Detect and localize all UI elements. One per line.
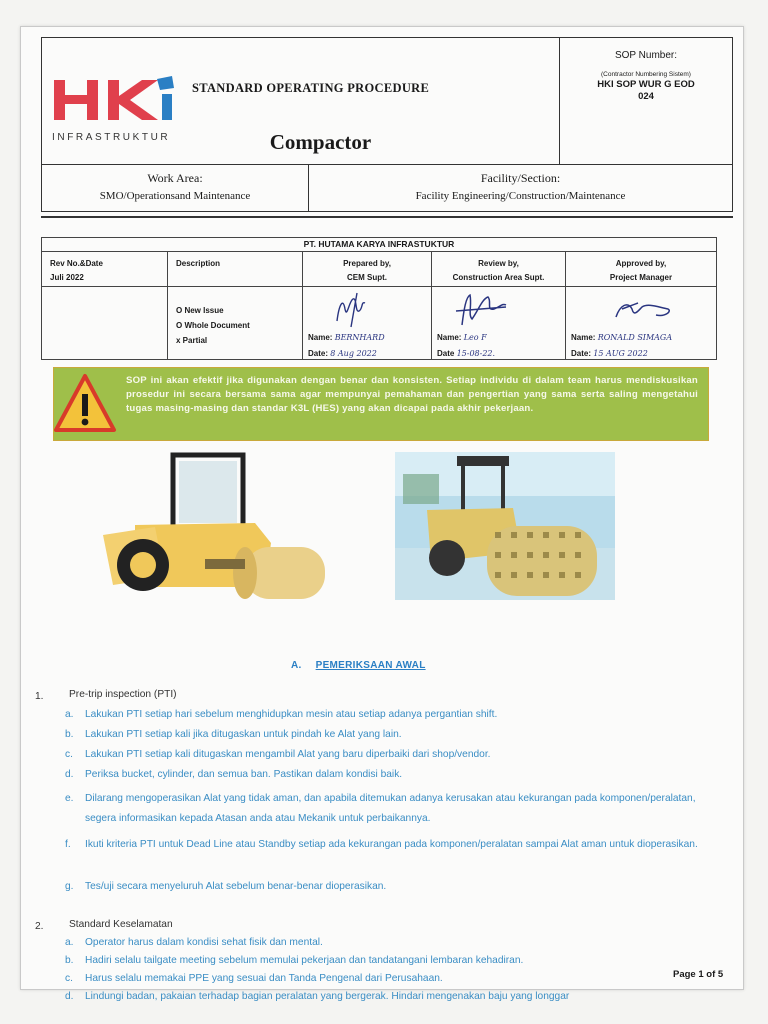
review-name-line bbox=[437, 333, 487, 342]
work-area-value: SMO/Operationsand Maintenance bbox=[99, 190, 251, 202]
list-item bbox=[65, 973, 725, 985]
sop-numbering-note: (Contractor Numbering Sistem) bbox=[601, 71, 691, 78]
approval-table bbox=[41, 237, 717, 360]
date-label: Date bbox=[437, 349, 455, 358]
item-letter: c. bbox=[65, 749, 73, 760]
item-letter: e. bbox=[65, 793, 74, 804]
item-letter: a. bbox=[65, 709, 74, 720]
approval-header-row bbox=[42, 252, 716, 287]
sop-code-line1: HKI SOP WUR G EOD bbox=[597, 79, 695, 90]
padfoot-roller-image bbox=[395, 452, 615, 600]
item-letter: b. bbox=[65, 729, 74, 740]
item-text: Periksa bucket, cylinder, dan semua ban. Pastikan dalam kondisi baik. bbox=[85, 769, 403, 780]
approved-name-line bbox=[571, 333, 672, 342]
name-label: Name: bbox=[571, 333, 596, 342]
item-letter: d. bbox=[65, 769, 74, 780]
review-date: 15-08-22. bbox=[456, 349, 496, 358]
approval-caption: PT. HUTAMA KARYA INFRASTUKTUR bbox=[42, 238, 716, 252]
item-text: Operator harus dalam kondisi sehat fisik dan mental. bbox=[85, 937, 323, 948]
prepared-header bbox=[303, 252, 432, 286]
logo-subtitle: INFRASTRUKTUR bbox=[52, 132, 171, 143]
item-letter: f. bbox=[65, 839, 71, 850]
item-title: Standard Keselamatan bbox=[69, 919, 173, 930]
warning-text: SOP ini akan efektif jika digunakan dengan benar dan konsisten. Setiap individu di dalam team harus mendiskusikan prosedur ini secara bersama sama agar mempunyai pemahaman dan pengertian yang sama serta saling mengetahui tugas masing-masing dan standar K3L (HES) yang akan dicapai pada akhir pekerjaan. bbox=[126, 375, 698, 414]
warning-banner bbox=[53, 367, 709, 441]
approved-cell bbox=[566, 287, 716, 359]
prepared-signature bbox=[313, 291, 383, 331]
item-letter: b. bbox=[65, 955, 74, 966]
document-title: Compactor bbox=[269, 130, 372, 154]
list-item bbox=[65, 835, 725, 855]
warning-triangle-icon bbox=[54, 372, 116, 434]
item-text: Lakukan PTI setiap kali jika ditugaskan untuk pindah ke Alat yang lain. bbox=[85, 729, 402, 740]
item-text: Hadiri selalu tailgate meeting sebelum memulai pekerjaan dan tandatangani lembaran kehadiran. bbox=[85, 955, 524, 966]
approved-label: Approved by, bbox=[615, 259, 667, 268]
rev-label: Rev No.&Date bbox=[50, 259, 103, 268]
description-header bbox=[168, 252, 303, 286]
approved-date-line bbox=[571, 349, 648, 358]
review-label: Review by, bbox=[478, 259, 519, 268]
item-text: Lakukan PTI setiap kali ditugaskan mengambil Alat yang baru diperbaiki dari shop/vendor. bbox=[85, 749, 491, 760]
sop-page bbox=[20, 26, 744, 1002]
option-whole-document: O Whole Document bbox=[176, 321, 250, 330]
list-item bbox=[65, 789, 725, 829]
item-letter: a. bbox=[65, 937, 74, 948]
item-letter: d. bbox=[65, 991, 74, 1002]
review-name: Leo F bbox=[463, 333, 487, 342]
title-block bbox=[42, 38, 560, 164]
approved-name: RONALD SIMAGA bbox=[597, 333, 673, 342]
list-item bbox=[65, 955, 725, 967]
review-role: Construction Area Supt. bbox=[452, 273, 545, 282]
prepared-name: BERNHARD bbox=[334, 333, 385, 342]
sop-number-block bbox=[560, 38, 732, 164]
date-label: Date: bbox=[571, 349, 592, 358]
description-cell bbox=[168, 287, 303, 359]
prepared-date-line bbox=[308, 349, 377, 358]
review-cell bbox=[432, 287, 566, 359]
facility-value: Facility Engineering/Construction/Maintenance bbox=[415, 190, 626, 202]
sop-code-line2: 024 bbox=[638, 91, 654, 102]
rev-header bbox=[42, 252, 168, 286]
list-item bbox=[65, 729, 725, 741]
prepared-label: Prepared by, bbox=[343, 259, 391, 268]
name-label: Name: bbox=[437, 333, 462, 342]
section-letter: A. bbox=[291, 660, 302, 671]
item-title: Pre-trip inspection (PTI) bbox=[69, 689, 177, 700]
section-heading bbox=[291, 660, 426, 671]
date-label: Date: bbox=[308, 349, 329, 358]
item-letter: c. bbox=[65, 973, 73, 984]
approved-date: 15 AUG 2022 bbox=[593, 349, 648, 358]
list-item bbox=[65, 709, 725, 721]
approved-header bbox=[566, 252, 716, 286]
option-new-issue: O New Issue bbox=[176, 306, 224, 315]
list-item bbox=[65, 881, 725, 893]
item-text: Harus selalu memakai PPE yang sesuai dan Tanda Pengenal dari Perusahaan. bbox=[85, 973, 443, 984]
item-text: Ikuti kriteria PTI untuk Dead Line atau Standby setiap ada kekurangan pada komponen/peralatan sampai Alat aman untuk dioperasikan. bbox=[85, 839, 698, 850]
item-text: Lindungi badan, pakaian terhadap bagian peralatan yang bergerak. Hindari mengenakan baju yang longgar bbox=[85, 991, 570, 1002]
approved-role: Project Manager bbox=[609, 273, 673, 282]
work-area-row bbox=[41, 165, 733, 212]
document-header bbox=[41, 37, 733, 165]
list-item bbox=[65, 769, 725, 781]
review-date-line bbox=[437, 349, 495, 358]
page-number: Page 1 of 5 bbox=[673, 969, 724, 980]
facility-cell bbox=[309, 165, 732, 211]
item-text: Tes/uji secara menyeluruh Alat sebelum benar-benar dioperasikan. bbox=[85, 881, 387, 892]
facility-label: Facility/Section: bbox=[480, 171, 561, 185]
issue-options bbox=[176, 303, 250, 348]
hki-logo bbox=[52, 76, 177, 128]
rev-value: Juli 2022 bbox=[50, 273, 84, 282]
sop-number-label: SOP Number: bbox=[614, 50, 678, 61]
sop-heading: STANDARD OPERATING PROCEDURE bbox=[192, 81, 430, 95]
approved-signature bbox=[576, 291, 686, 331]
approval-body-row bbox=[42, 287, 716, 359]
smooth-drum-roller-image bbox=[95, 447, 335, 612]
section-title: PEMERIKSAAN AWAL bbox=[315, 660, 426, 671]
list-item bbox=[65, 991, 725, 1003]
item-text: Dilarang mengoperasikan Alat yang tidak aman, dan apabila ditemukan adanya kerusakan atau kekurangan pada komponen/peralatan, segera informasikan kepada Atasan anda atau Mekanik untuk perbaikannya. bbox=[85, 793, 696, 824]
review-signature bbox=[442, 291, 522, 331]
prepared-name-line bbox=[308, 333, 385, 342]
prepared-date: 8 Aug 2022 bbox=[330, 349, 377, 358]
review-header bbox=[432, 252, 566, 286]
description-label: Description bbox=[176, 259, 221, 268]
prepared-cell bbox=[303, 287, 432, 359]
item-text: Lakukan PTI setiap hari sebelum menghidupkan mesin atau setiap adanya pergantian shift. bbox=[85, 709, 498, 720]
item-letter: g. bbox=[65, 881, 74, 892]
prepared-role: CEM Supt. bbox=[347, 273, 387, 282]
list-item bbox=[65, 937, 725, 949]
divider bbox=[41, 216, 733, 218]
item-number: 1. bbox=[35, 691, 44, 702]
work-area-label: Work Area: bbox=[147, 171, 203, 185]
name-label: Name: bbox=[308, 333, 333, 342]
item-number: 2. bbox=[35, 921, 44, 932]
work-area-cell bbox=[42, 165, 309, 211]
option-partial: x Partial bbox=[176, 336, 208, 345]
rev-cell bbox=[42, 287, 168, 359]
list-item bbox=[65, 749, 725, 761]
